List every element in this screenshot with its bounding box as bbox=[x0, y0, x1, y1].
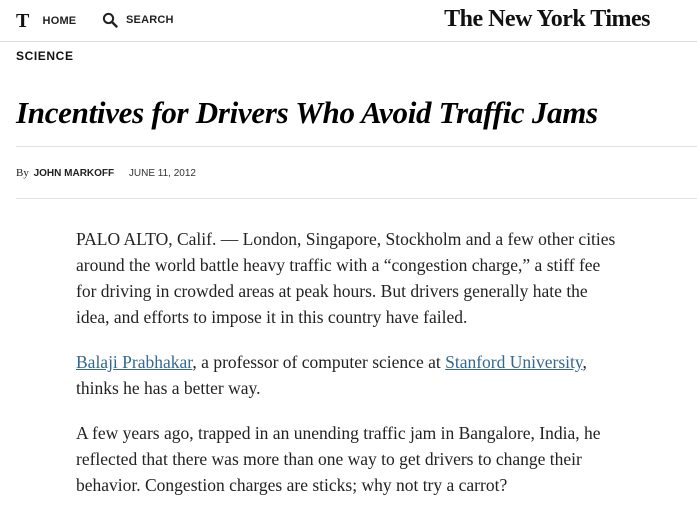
top-navigation-bar bbox=[0, 0, 697, 42]
article-paragraph: PALO ALTO, Calif. — London, Singapore, Stockholm and a few other cities around the world battle heavy traffic with a “congestion charge,” a stiff fee for driving in crowded areas at peak hours. But drivers generally hate the idea, and efforts to impose it in this country have failed. bbox=[76, 229, 616, 327]
byline-author[interactable]: JOHN MARKOFF bbox=[33, 168, 115, 179]
search-icon bbox=[102, 12, 118, 28]
link-stanford-university[interactable]: Stanford University bbox=[445, 352, 583, 372]
link-balaji-prabhakar[interactable]: Balaji Prabhakar bbox=[76, 352, 193, 372]
home-label: HOME bbox=[42, 15, 77, 27]
search-label: SEARCH bbox=[126, 14, 174, 26]
article-paragraph: A few years ago, trapped in an unending traffic jam in Bangalore, India, he reflected that there was more than one way to get drivers to change their behavior. Congestion charges are sticks; why not try a carrot? bbox=[76, 423, 601, 495]
home-button[interactable] bbox=[16, 12, 76, 30]
paragraph-text: , a professor of computer science at bbox=[192, 352, 446, 372]
divider bbox=[16, 146, 697, 147]
article-paragraph bbox=[76, 349, 624, 401]
article-headline: Incentives for Drivers Who Avoid Traffic Jams bbox=[16, 95, 598, 130]
nyt-masthead-logo[interactable]: The New York Times bbox=[444, 6, 650, 32]
byline bbox=[16, 167, 196, 179]
divider bbox=[16, 198, 697, 199]
byline-prefix: By bbox=[16, 167, 29, 179]
search-button[interactable] bbox=[102, 12, 174, 28]
byline-date: JUNE 11, 2012 bbox=[128, 168, 196, 179]
nyt-t-logo-icon: T bbox=[16, 10, 30, 32]
paragraph-text: , thinks he has a better way. bbox=[76, 352, 587, 398]
section-label[interactable]: SCIENCE bbox=[16, 49, 74, 63]
article-body bbox=[76, 226, 624, 517]
